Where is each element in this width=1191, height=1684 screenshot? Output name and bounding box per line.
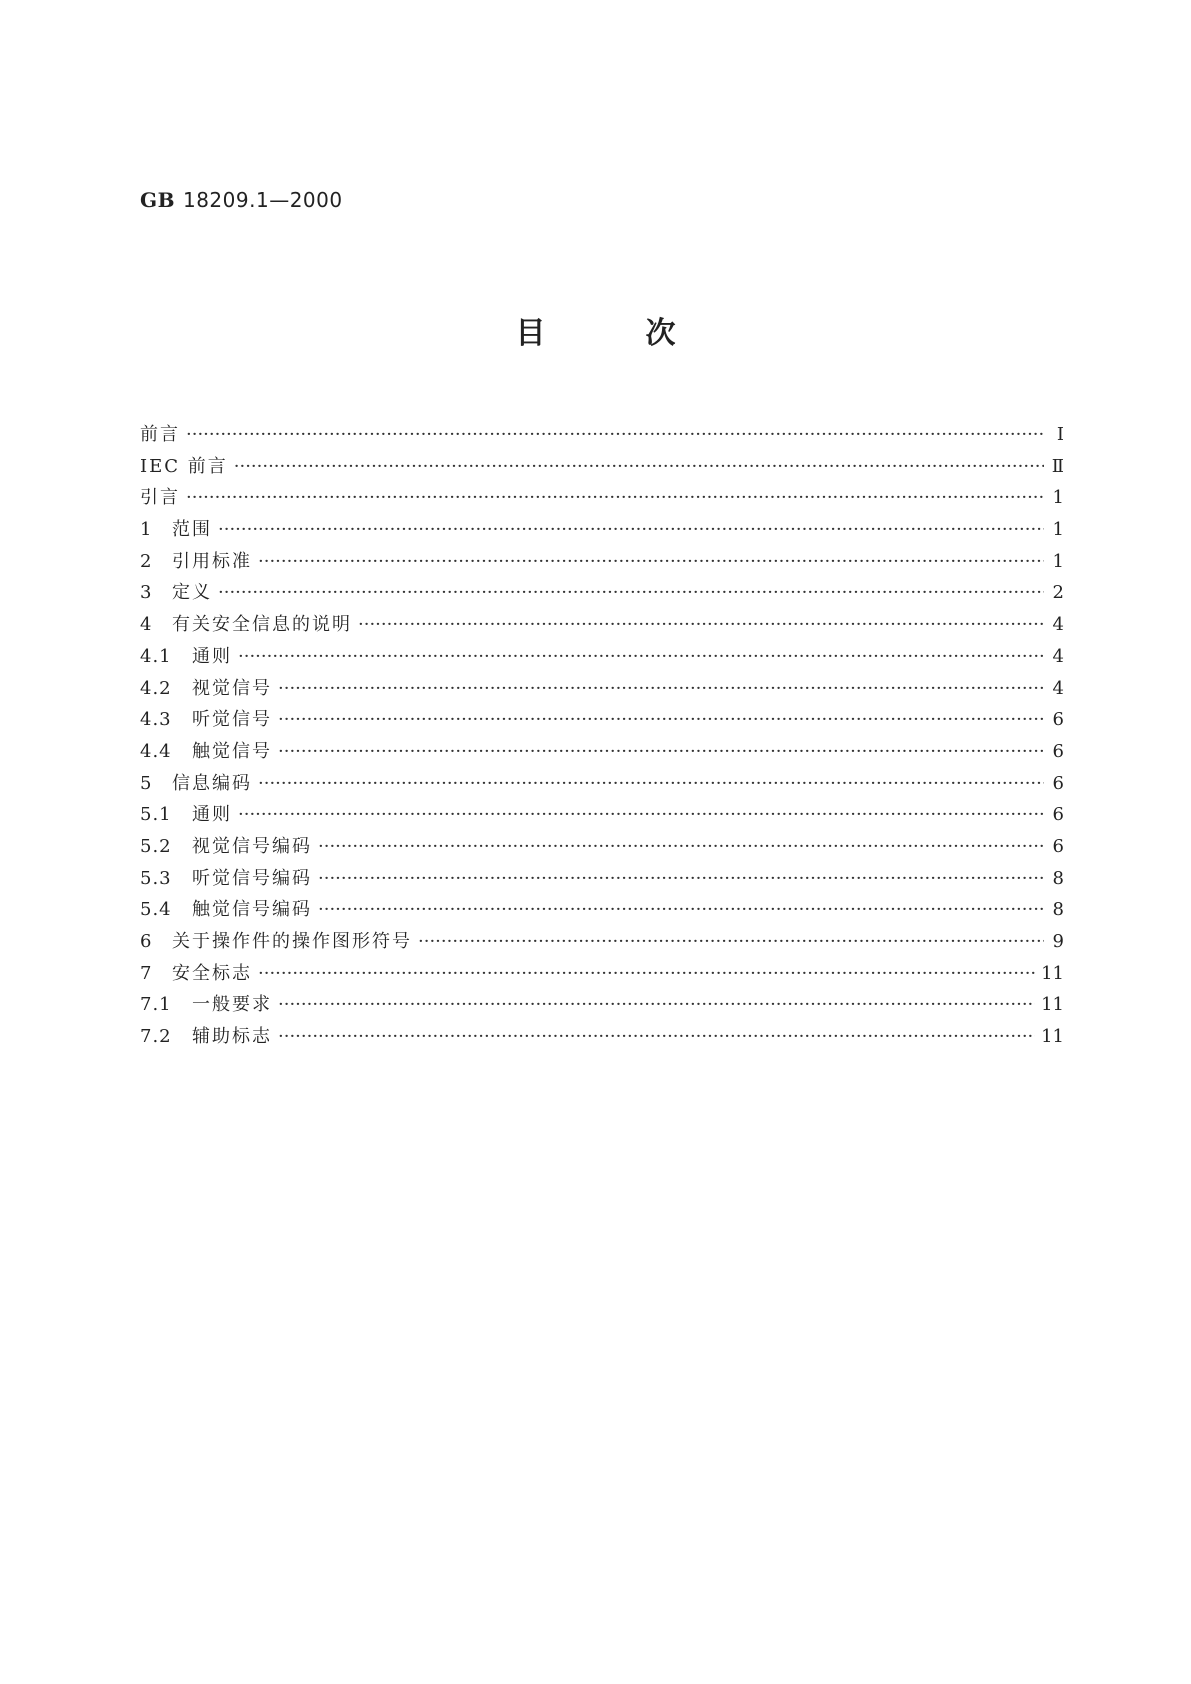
toc-entry-page: 1 [1052, 487, 1064, 509]
toc-entry-label: 视觉信号 [192, 677, 272, 699]
toc-entry-number: 5.3 [140, 867, 172, 889]
toc-entry-label: 安全标志 [172, 962, 252, 984]
toc-entry-label: 听觉信号 [192, 709, 272, 731]
toc-entry-label: 辅助标志 [192, 1026, 272, 1048]
toc-entry-page: 6 [1052, 709, 1064, 731]
toc-entry-label: 引用标准 [172, 550, 252, 572]
toc-entry[interactable] [140, 577, 1064, 609]
toc-entry-number: 4.3 [140, 709, 172, 731]
toc-entry[interactable] [140, 546, 1064, 578]
toc-entry-page: Ⅰ [1056, 424, 1064, 445]
toc-leader-dots [258, 958, 1035, 990]
toc-entry-number: 4.4 [140, 740, 172, 762]
toc-entry[interactable] [140, 673, 1064, 705]
toc-entry[interactable] [140, 799, 1064, 831]
toc-entry-page: 11 [1041, 1026, 1064, 1048]
toc-entry-label: 引言 [140, 487, 180, 509]
toc-leader-dots [278, 989, 1035, 1021]
toc-leader-dots [278, 673, 1044, 705]
toc-entry-label: 一般要求 [192, 994, 272, 1016]
toc-leader-dots [318, 863, 1044, 895]
toc-entry-number: 4 [140, 614, 153, 636]
toc-leader-dots [318, 831, 1044, 863]
toc-entry[interactable] [140, 926, 1064, 958]
toc-entry[interactable] [140, 768, 1064, 800]
toc-entry-label: 听觉信号编码 [192, 867, 312, 889]
toc-entry[interactable] [140, 419, 1064, 451]
toc-entry-number: 5 [140, 772, 153, 794]
toc-entry-page: 8 [1052, 867, 1064, 889]
toc-entry-page: Ⅱ [1051, 455, 1064, 477]
toc-entry-label: 信息编码 [172, 772, 252, 794]
toc-entry-number: 1 [140, 519, 153, 541]
page-title: 目次 [515, 316, 776, 351]
toc-entry-number: 6 [140, 931, 153, 952]
toc-entry-page: 1 [1052, 550, 1064, 572]
toc-leader-dots [186, 419, 1044, 451]
toc-entry-label: 视觉信号编码 [192, 835, 312, 857]
toc-entry-page: 6 [1052, 772, 1064, 794]
toc-entry-page: 8 [1052, 899, 1064, 921]
toc-entry-label: 通则 [192, 645, 232, 667]
toc-entry-number: 3 [140, 582, 153, 604]
toc-leader-dots [278, 1021, 1035, 1053]
toc-entry-label: 通则 [192, 804, 232, 826]
toc-leader-dots [218, 577, 1044, 609]
toc-entry[interactable] [140, 989, 1064, 1021]
toc-entry-page: 6 [1052, 740, 1064, 762]
toc-leader-dots [278, 736, 1044, 768]
toc-leader-dots [186, 482, 1044, 514]
toc-entry[interactable] [140, 609, 1064, 641]
toc-entry[interactable] [140, 482, 1064, 514]
toc-entry-number: 2 [140, 550, 153, 572]
toc-entry-page: 6 [1052, 804, 1064, 826]
standard-number [140, 188, 343, 212]
toc-entry[interactable] [140, 641, 1064, 673]
toc-leader-dots [238, 641, 1044, 673]
toc-entry-page: 11 [1041, 994, 1064, 1016]
toc-leader-dots [234, 451, 1044, 483]
toc-entry[interactable] [140, 894, 1064, 926]
toc-entry[interactable] [140, 514, 1064, 546]
toc-leader-dots [318, 894, 1044, 926]
toc-entry-page: 9 [1052, 931, 1064, 952]
toc-entry-label: IEC 前言 [140, 455, 228, 477]
toc-leader-dots [358, 609, 1044, 641]
toc-entry-number: 7.1 [140, 994, 172, 1016]
toc-entry[interactable] [140, 736, 1064, 768]
toc-entry-number: 7 [140, 962, 153, 984]
standard-code: 18209.1—2000 [182, 188, 343, 212]
toc-entry-label: 范围 [172, 519, 212, 541]
toc-entry-page: 11 [1041, 962, 1064, 984]
toc-entry-page: 4 [1052, 677, 1064, 699]
toc-entry-label: 关于操作件的操作图形符号 [172, 931, 412, 952]
toc-leader-dots [258, 768, 1044, 800]
toc-entry-label: 定义 [172, 582, 212, 604]
toc-entry-label: 触觉信号编码 [192, 899, 312, 921]
toc-entry-number: 7.2 [140, 1026, 172, 1048]
standard-prefix: GB [140, 188, 175, 212]
toc-leader-dots [218, 514, 1044, 546]
toc-entry-number: 5.2 [140, 835, 172, 857]
toc-entry[interactable] [140, 863, 1064, 895]
toc-leader-dots [238, 799, 1044, 831]
toc-entry[interactable] [140, 704, 1064, 736]
toc-entry[interactable] [140, 1021, 1064, 1053]
toc-entry-label: 前言 [140, 424, 180, 445]
toc-entry[interactable] [140, 831, 1064, 863]
toc-entry[interactable] [140, 958, 1064, 990]
toc-leader-dots [418, 926, 1044, 958]
toc-leader-dots [258, 546, 1044, 578]
toc-entry-page: 1 [1052, 519, 1064, 541]
toc-entry-page: 4 [1052, 614, 1064, 636]
toc-leader-dots [278, 704, 1044, 736]
toc-entry-page: 2 [1052, 582, 1064, 604]
toc-entry-page: 6 [1052, 835, 1064, 857]
toc-entry-number: 5.1 [140, 804, 172, 826]
toc-entry-label: 触觉信号 [192, 740, 272, 762]
toc-entry-label: 有关安全信息的说明 [172, 614, 352, 636]
toc-entry-number: 4.2 [140, 677, 172, 699]
toc-entry-number: 4.1 [140, 645, 172, 667]
table-of-contents [140, 419, 1064, 1053]
toc-entry-number: 5.4 [140, 899, 172, 921]
toc-entry[interactable] [140, 451, 1064, 483]
toc-entry-page: 4 [1052, 645, 1064, 667]
